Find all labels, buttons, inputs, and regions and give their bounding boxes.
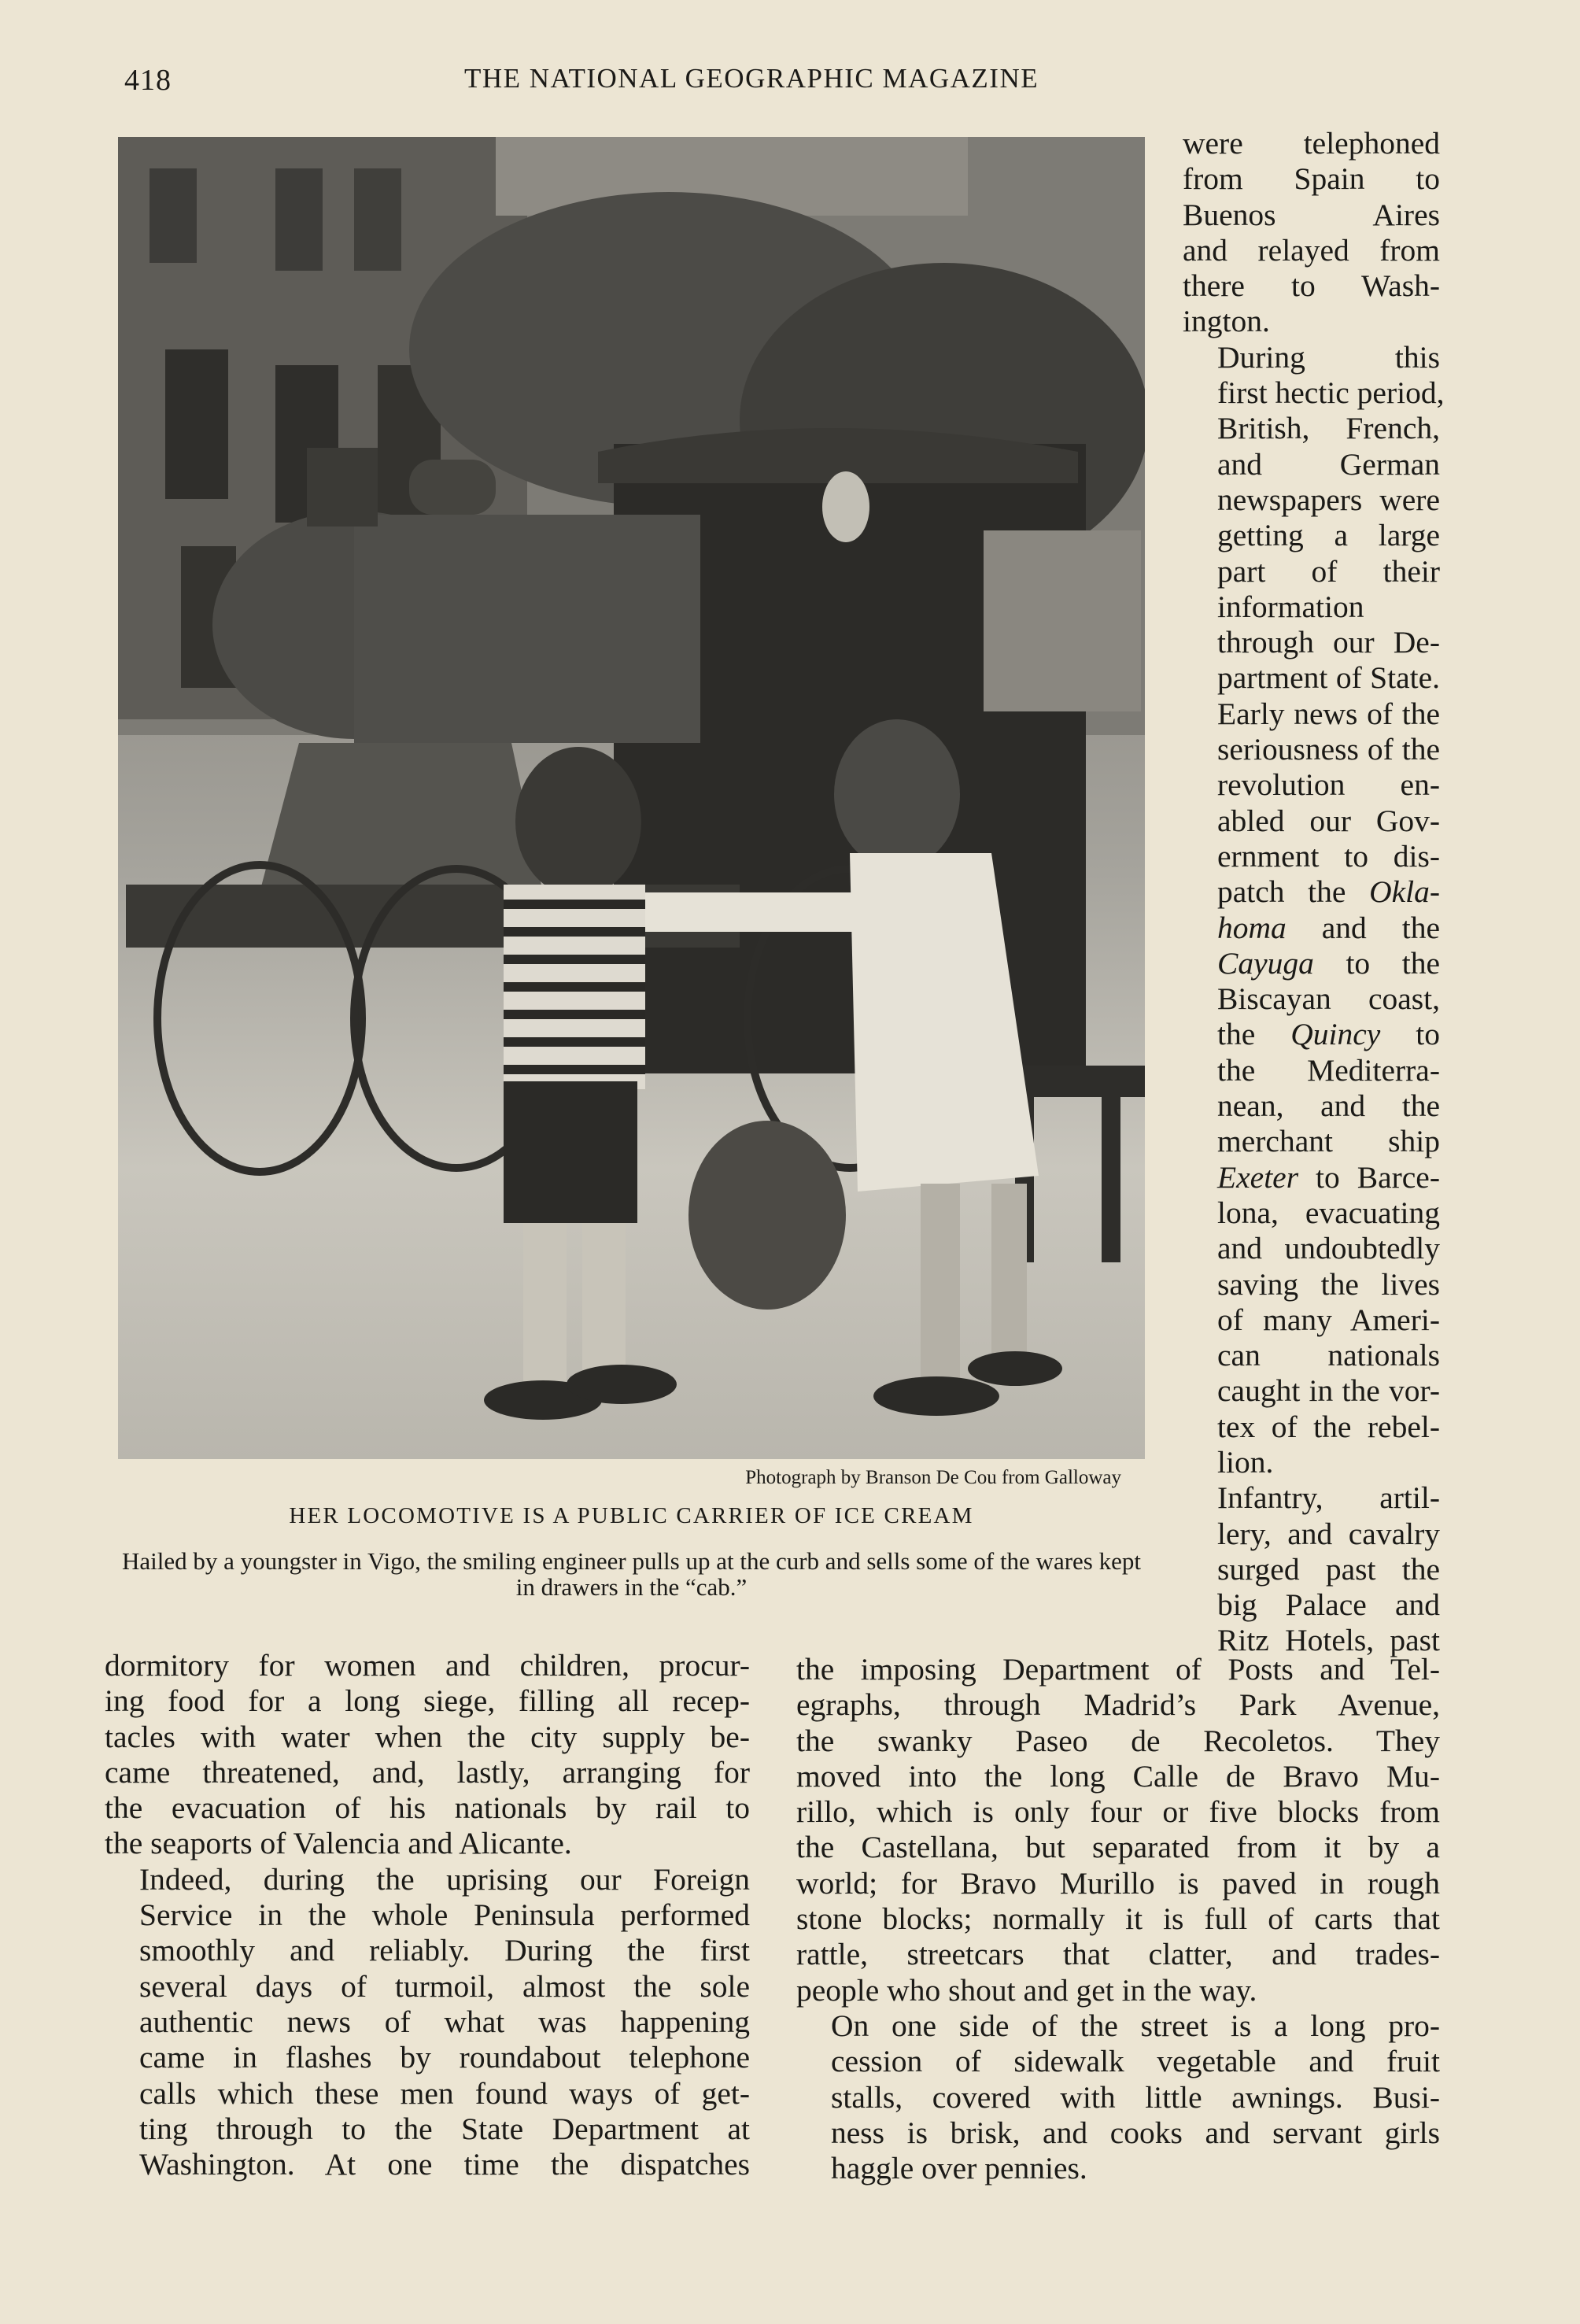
ship-name-quincy: Quincy xyxy=(1290,1017,1381,1052)
ship-name-exeter: Exeter xyxy=(1217,1159,1299,1195)
text-line: On one side of the street is a long pro- xyxy=(831,2008,1440,2043)
text-line: cession of sidewalk vegetable and fruit xyxy=(831,2044,1440,2079)
text-line: nean, and the xyxy=(1217,1088,1440,1124)
text-line: tacles with water when the city supply be- xyxy=(105,1719,750,1754)
text-line: through our De- xyxy=(1217,625,1440,660)
right-column-text xyxy=(1183,126,1445,1659)
text-line: can nationals xyxy=(1217,1338,1440,1373)
text-line: the Mediterra- xyxy=(1217,1052,1440,1088)
text-line: British, French, xyxy=(1217,411,1440,446)
text-line: Service in the whole Peninsula performed xyxy=(139,1897,750,1933)
text-line: information xyxy=(1217,589,1364,624)
text-line: surged past the xyxy=(1217,1551,1440,1587)
right-paragraph-3 xyxy=(1183,1480,1440,1658)
text-line xyxy=(1183,1160,1440,1195)
text-line: authentic news of what was happening xyxy=(139,2004,750,2039)
text-line: Early news of the xyxy=(1217,696,1440,731)
text-line: Ritz Hotels, past xyxy=(1217,1623,1440,1658)
text-line: big Palace and xyxy=(1217,1587,1440,1623)
bottom-right-column-text xyxy=(796,1652,1440,2186)
text-line: caught in the vor- xyxy=(1217,1373,1440,1409)
text-line: partment of State. xyxy=(1217,660,1440,696)
text-line xyxy=(1183,911,1440,946)
caption-body: Hailed by a youngster in Vigo, the smiling engineer pulls up at the curb and sells some of the wares kept in drawers in the “cab.” xyxy=(122,1547,1141,1601)
text-line: newspapers were xyxy=(1217,482,1440,517)
text-line: were telephoned xyxy=(1183,126,1440,161)
text-fragment: to the xyxy=(1313,945,1440,981)
ship-name-cayuga: Cayuga xyxy=(1217,945,1314,981)
text-line: tex of the rebel- xyxy=(1217,1409,1440,1444)
text-line: revolution en- xyxy=(1217,767,1440,803)
text-line: During this xyxy=(1217,339,1440,375)
bottom-left-column-text xyxy=(105,1648,750,2182)
text-line: Biscayan coast, xyxy=(1217,981,1440,1017)
text-line: from Spain to xyxy=(1183,161,1440,197)
text-fragment: to xyxy=(1380,1017,1440,1052)
caption-title: HER LOCOMOTIVE IS A PUBLIC CARRIER OF ICE CREAM xyxy=(289,1503,974,1528)
text-line: getting a large xyxy=(1217,518,1440,553)
text-line: and German xyxy=(1217,446,1440,482)
text-line: dormitory for women and children, procur- xyxy=(105,1648,750,1683)
text-line: lery, and cavalry xyxy=(1217,1516,1440,1551)
text-line: Indeed, during the uprising our Foreign xyxy=(139,1861,750,1897)
text-line: ting through to the State Department at xyxy=(139,2111,750,2146)
text-line: lion. xyxy=(1217,1444,1274,1480)
text-line xyxy=(1183,946,1440,981)
text-line: stalls, covered with little awnings. Busi- xyxy=(831,2079,1440,2115)
text-line: ness is brisk, and cooks and servant girls xyxy=(831,2115,1440,2150)
text-line: egraphs, through Madrid’s Park Avenue, xyxy=(796,1687,1440,1723)
text-line: rattle, streetcars that clatter, and trades- xyxy=(796,1937,1440,1972)
text-line: lona, evacuating xyxy=(1217,1195,1440,1230)
text-line: part of their xyxy=(1217,553,1440,589)
text-line: calls which these men found ways of get- xyxy=(139,2075,750,2111)
text-line: haggle over pennies. xyxy=(831,2151,1087,2186)
text-line: world; for Bravo Murillo is paved in rough xyxy=(796,1865,1440,1901)
ship-name-oklahoma: Okla- xyxy=(1369,874,1440,910)
text-line: ington. xyxy=(1183,304,1270,339)
running-head: THE NATIONAL GEOGRAPHIC MAGAZINE xyxy=(464,63,1039,94)
text-line: smoothly and reliably. During the first xyxy=(139,1933,750,1968)
ship-name-oklahoma-cont: homa xyxy=(1217,910,1287,945)
text-line: Washington. At one time the dispatches xyxy=(139,2147,750,2182)
right-paragraph-2 xyxy=(1183,339,1445,1481)
text-line: Infantry, artil- xyxy=(1217,1480,1440,1516)
text-line: ing food for a long siege, filling all recep- xyxy=(105,1683,750,1719)
text-fragment: the xyxy=(1217,1017,1291,1052)
text-line xyxy=(1183,1017,1440,1052)
text-line: there to Wash- xyxy=(1183,268,1440,304)
text-line: moved into the long Calle de Bravo Mu- xyxy=(796,1758,1440,1794)
left-paragraph-2 xyxy=(105,1862,750,2183)
text-line: the evacuation of his nationals by rail to xyxy=(105,1790,750,1826)
page-number: 418 xyxy=(124,64,172,97)
photo-illustration xyxy=(118,137,1145,1459)
text-line: the swanky Paseo de Recoletos. They xyxy=(796,1723,1440,1758)
text-line: several days of turmoil, almost the sole xyxy=(139,1968,750,2004)
text-line: stone blocks; normally it is full of carts that xyxy=(796,1901,1440,1937)
text-line: and undoubtedly xyxy=(1217,1231,1440,1266)
text-line: and relayed from xyxy=(1183,232,1440,268)
photo-credit: Photograph by Branson De Cou from Galloway xyxy=(745,1467,1121,1488)
text-line: came in flashes by roundabout telephone xyxy=(139,2040,750,2075)
text-fragment: and the xyxy=(1286,910,1440,945)
text-line xyxy=(1183,874,1440,910)
text-line: of many Ameri- xyxy=(1217,1302,1440,1337)
text-line: people who shout and get in the way. xyxy=(796,1972,1257,2008)
text-line: Buenos Aires xyxy=(1183,197,1440,232)
text-line: came threatened, and, lastly, arranging for xyxy=(105,1754,750,1790)
text-fragment: to Barce- xyxy=(1298,1159,1440,1195)
text-line: the seaports of Valencia and Alicante. xyxy=(105,1826,572,1861)
text-fragment: patch the xyxy=(1217,874,1370,910)
text-line: seriousness of the xyxy=(1217,732,1440,767)
text-line: merchant ship xyxy=(1217,1124,1440,1159)
text-line: ernment to dis- xyxy=(1217,838,1440,874)
text-line: first hectic period, xyxy=(1217,375,1445,411)
right-bottom-paragraph-2 xyxy=(796,2008,1440,2186)
photograph-ice-cream-cart xyxy=(118,137,1145,1459)
right-paragraph-1 xyxy=(1183,126,1440,340)
text-line: the imposing Department of Posts and Tel- xyxy=(796,1652,1440,1687)
text-line: saving the lives xyxy=(1217,1266,1440,1302)
left-paragraph-1 xyxy=(105,1648,750,1862)
text-line: rillo, which is only four or five blocks from xyxy=(796,1794,1440,1830)
text-line: the Castellana, but separated from it by a xyxy=(796,1830,1440,1865)
right-bottom-paragraph-1 xyxy=(796,1652,1440,2008)
text-line: abled our Gov- xyxy=(1217,803,1440,838)
